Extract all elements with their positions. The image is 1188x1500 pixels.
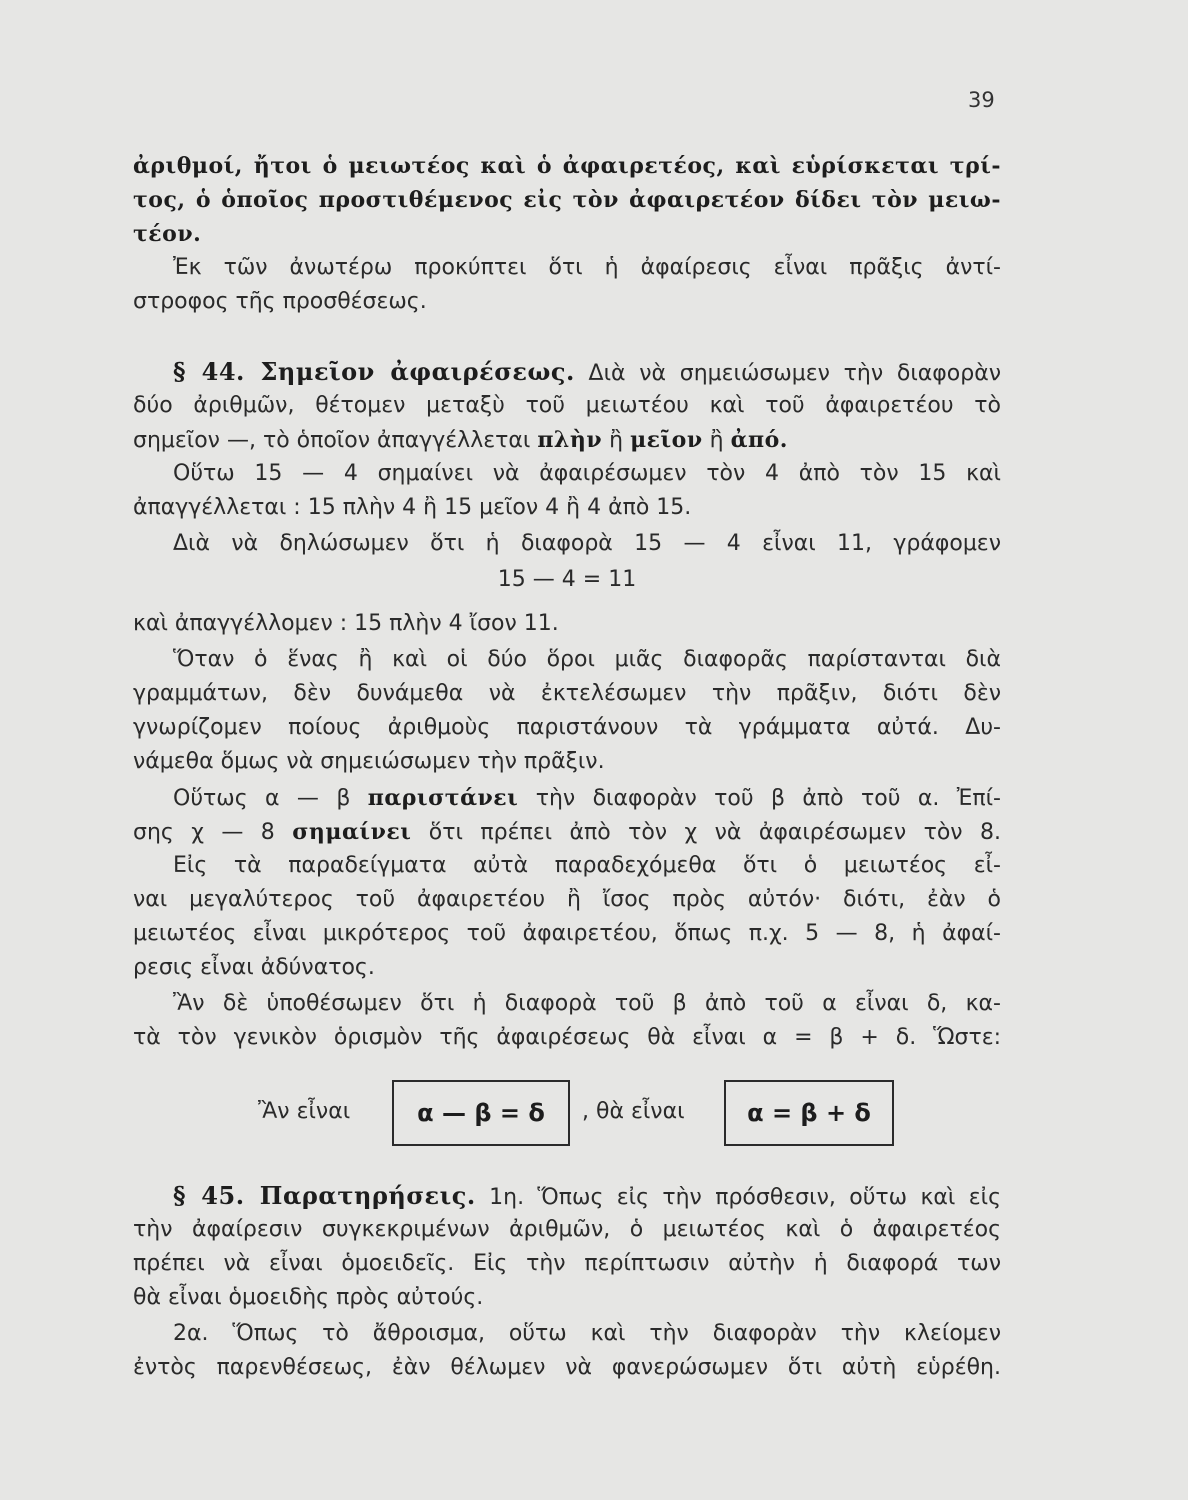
paragraph-line: καὶ ἀπαγγέλλομεν : 15 πλὴν 4 ἴσον 11. (133, 611, 559, 636)
formula-if-label: Ἂν εἶναι (258, 1099, 351, 1124)
section-44-text: Διὰ νὰ σημειώσωμεν τὴν διαφορὰν (588, 361, 1002, 386)
paragraph-line: Ἐκ τῶν ἀνωτέρω προκύπτει ὅτι ἡ ἀφαίρεσις εἶναι πρᾶξις ἀντί- (173, 255, 1001, 280)
page-number: 39 (968, 88, 995, 112)
paragraph-line: μειωτέος εἶναι μικρότερος τοῦ ἀφαιρετέου, ὅπως π.χ. 5 — 8, ἡ ἀφαί- (133, 921, 1001, 946)
formula-box-sum: α = β + δ (724, 1080, 894, 1146)
text-run: σημεῖον —, τὸ ὁποῖον ἀπαγγέλλεται (133, 428, 531, 453)
paragraph-line: 2α. Ὅπως τὸ ἄθροισμα, οὕτω καὶ τὴν διαφορὰν τὴν κλείομεν (173, 1321, 1001, 1346)
paragraph-line: γνωρίζομεν ποίους ἀριθμοὺς παριστάνουν τὰ γράμματα αὐτά. Δυ- (133, 715, 1001, 740)
paragraph-line (133, 424, 1001, 457)
paragraph-line: ἀπαγγέλλεται : 15 πλὴν 4 ἢ 15 μεῖον 4 ἢ 4 ἀπὸ 15. (133, 495, 692, 520)
paragraph-line: στροφος τῆς προσθέσεως. (133, 289, 427, 314)
section-44-heading: § 44. Σημεῖον ἀφαιρέσεως. (173, 357, 575, 386)
paragraph-continuation-line: τέον. (133, 221, 202, 247)
formula-then-label: , θὰ εἶναι (582, 1099, 685, 1124)
paragraph-line: δύο ἀριθμῶν, θέτομεν μεταξὺ τοῦ μειωτέου καὶ τοῦ ἀφαιρετέου τὸ (133, 393, 1001, 418)
paragraph-line: Ἂν δὲ ὑποθέσωμεν ὅτι ἡ διαφορὰ τοῦ β ἀπὸ τοῦ α εἶναι δ, κα- (173, 991, 1001, 1016)
text-run: ὅτι πρέπει ἀπὸ τὸν χ νὰ ἀφαιρέσωμεν τὸν 8. (428, 820, 1002, 845)
paragraph-line: ἐντὸς παρενθέσεως, ἐὰν θέλωμεν νὰ φανερώσωμεν ὅτι αὐτὴ εὑρέθη. (133, 1355, 1001, 1380)
text-run: ἢ (709, 428, 724, 453)
equation-line: 15 — 4 = 11 (497, 567, 637, 592)
paragraph-line: πρέπει νὰ εἶναι ὁμοειδεῖς. Εἰς τὴν περίπτωσιν αὐτὴν ἡ διαφορά των (133, 1251, 1001, 1276)
paragraph-line: Διὰ νὰ δηλώσωμεν ὅτι ἡ διαφορὰ 15 — 4 εἶναι 11, γράφομεν (173, 531, 1001, 556)
term-paristanei: παριστάνει (367, 785, 519, 811)
paragraph-line: Οὕτω 15 — 4 σημαίνει νὰ ἀφαιρέσωμεν τὸν 4 ἀπὸ τὸν 15 καὶ (173, 461, 1001, 486)
paragraph-line: ναι μεγαλύτερος τοῦ ἀφαιρετέου ἢ ἴσος πρὸς αὐτόν· διότι, ἐὰν ὁ (133, 887, 1001, 912)
formula-row (0, 1080, 1188, 1150)
paragraph-line: Ὅταν ὁ ἕνας ἢ καὶ οἱ δύο ὅροι μιᾶς διαφορᾶς παρίστανται διὰ (173, 647, 1001, 672)
section-44-first-line (133, 356, 1001, 390)
term-plin: πλὴν (537, 427, 603, 453)
paragraph-line (133, 816, 1001, 849)
term-meion: μεῖον (630, 427, 703, 453)
term-apo: ἀπό. (730, 427, 788, 453)
section-45-heading: § 45. Παρατηρήσεις. (173, 1181, 476, 1210)
paragraph-line: ρεσις εἶναι ἀδύνατος. (133, 955, 375, 980)
term-simainei: σημαίνει (292, 819, 412, 845)
paragraph-continuation-line: τος, ὁ ὁποῖος προστιθέμενος εἰς τὸν ἀφαιρετέον δίδει τὸν μειω- (133, 187, 1001, 213)
text-run: ἢ (609, 428, 624, 453)
text-run: τὴν διαφορὰν τοῦ β ἀπὸ τοῦ α. Ἐπί- (535, 786, 1001, 811)
paragraph-line: θὰ εἶναι ὁμοειδὴς πρὸς αὐτούς. (133, 1285, 484, 1310)
paragraph-line (133, 782, 1001, 815)
text-run: σης χ — 8 (133, 820, 275, 845)
paragraph-line: Εἰς τὰ παραδείγματα αὐτὰ παραδεχόμεθα ὅτι ὁ μειωτέος εἶ- (173, 853, 1001, 878)
formula-box-difference: α — β = δ (392, 1080, 570, 1146)
section-45-text: 1η. Ὅπως εἰς τὴν πρόσθεσιν, οὕτω καὶ εἰς (489, 1185, 1002, 1210)
paragraph-line: τὰ τὸν γενικὸν ὁρισμὸν τῆς ἀφαιρέσεως θὰ εἶναι α = β + δ. Ὥστε: (133, 1025, 1001, 1050)
paragraph-line: τὴν ἀφαίρεσιν συγκεκριμένων ἀριθμῶν, ὁ μειωτέος καὶ ὁ ἀφαιρετέος (133, 1217, 1001, 1242)
paragraph-line: νάμεθα ὅμως νὰ σημειώσωμεν τὴν πρᾶξιν. (133, 749, 605, 774)
paragraph-continuation-line: ἀριθμοί, ἤτοι ὁ μειωτέος καὶ ὁ ἀφαιρετέος, καὶ εὑρίσκεται τρί- (133, 153, 1001, 179)
paragraph-line: γραμμάτων, δὲν δυνάμεθα νὰ ἐκτελέσωμεν τὴν πρᾶξιν, διότι δὲν (133, 681, 1001, 706)
section-45-first-line (133, 1180, 1001, 1214)
text-run: Οὕτως α — β (173, 786, 351, 811)
